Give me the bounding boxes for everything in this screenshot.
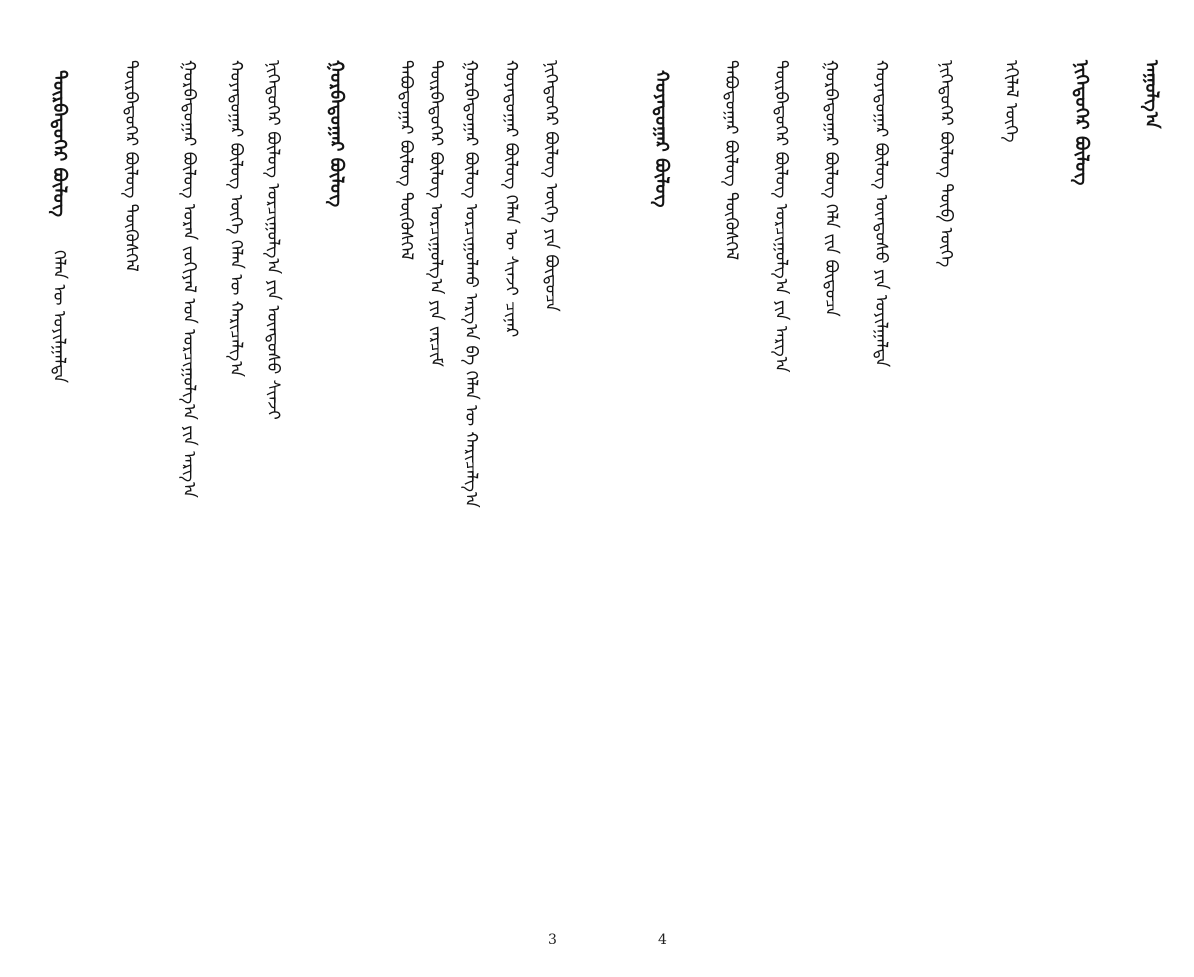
section-3-line-4: ᠳᠥᠷᠪᠡᠳᠦᠭᠡᠷ ᠪᠦᠯᠦᠭ ᠳᠦᠭᠦᠰᠬᠡᠯ	[121, 60, 141, 272]
page-number-left: 3	[548, 932, 557, 948]
section-1-line-6: ᠲᠠᠪᠤᠳᠤᠭᠠᠷ ᠪᠦᠯᠦᠭ ᠳᠦᠭᠦᠰᠬᠡᠯ	[721, 60, 741, 261]
section-2-heading: ᠬᠣᠶᠠᠳᠤᠭᠠᠷ ᠪᠦᠯᠦᠭ	[651, 70, 672, 208]
section-1-line-4: ᠭᠤᠷᠪᠠᠳᠤᠭᠠᠷ ᠪᠦᠯᠦᠭ ᠬᠡᠯᠡ ᠵᠢᠨ ᠪᠦᠲᠦᠴᠡ	[821, 60, 841, 317]
section-1-line-5: ᠳᠥᠷᠪᠡᠳᠦᠭᠡᠷ ᠪᠦᠯᠦᠭ ᠣᠷᠴᠢᠭᠤᠯᠭ᠎ᠠ ᠶᠢᠨ ᠠᠷᠭ᠎ᠠ	[771, 60, 791, 373]
section-3-heading: ᠭᠤᠷᠪᠠᠳᠤᠭᠠᠷ ᠪᠦᠯᠦᠭ	[326, 60, 347, 208]
section-2-line-1: ᠨᠢᠭᠡᠳᠦᠭᠡᠷ ᠪᠦᠯᠦᠭ ᠦᠭᠡ ᠶᠢᠨ ᠪᠦᠲᠦᠴᠡ	[541, 60, 561, 312]
page-number-right: 4	[658, 932, 667, 948]
section-2-line-5: ᠲᠠᠪᠤᠳᠤᠭᠠᠷ ᠪᠦᠯᠦᠭ ᠳᠦᠭᠦᠰᠬᠡᠯ	[396, 60, 416, 261]
section-1-line-1: ᠡᠬᠢᠯᠡᠯ ᠦᠭᠡ	[1001, 60, 1021, 143]
section-4-line-1: ᠬᠡᠯᠡᠨ ᠦ ᠣᠶᠢᠯᠭᠠᠯᠲᠠ	[49, 250, 69, 384]
section-2-line-2: ᠬᠣᠶᠠᠳᠤᠭᠠᠷ ᠪᠦᠯᠦᠭ ᠬᠡᠯᠡᠨ ᠦ ᠰᠢᠨᠵᠢ ᠴᠢᠨᠠᠷ	[501, 60, 521, 338]
section-2-line-3: ᠭᠤᠷᠪᠠᠳᠤᠭᠠᠷ ᠪᠦᠯᠦᠭ ᠣᠷᠴᠢᠭᠤᠯᠬᠤ ᠠᠷᠭ᠎ᠠ ᠪᠠ ᠬᠡᠯᠡᠨ ᠦ ᠬᠠᠷᠢᠴᠠᠯᠭ᠎ᠠ	[461, 60, 481, 508]
section-1-line-3: ᠬᠣᠶᠠᠳᠤᠭᠠᠷ ᠪᠦᠯᠦᠭ ᠦᠨᠳᠦᠰᠦ ᠶᠢᠨ ᠣᠶᠢᠯᠭᠠᠯᠲᠠ	[871, 60, 891, 368]
document-title: ᠠᠭᠤᠯᠭ᠎ᠠ	[1141, 60, 1162, 129]
section-4-heading: ᠳᠥᠷᠪᠡᠳᠦᠭᠡᠷ ᠪᠦᠯᠦᠭ	[49, 70, 70, 217]
section-2-line-4: ᠳᠥᠷᠪᠡᠳᠦᠭᠡᠷ ᠪᠦᠯᠦᠭ ᠣᠷᠴᠢᠭᠤᠯᠭ᠎ᠠ ᠶᠢᠨ ᠵᠠᠷᠴᠢᠮ	[426, 60, 446, 367]
section-1-heading: ᠨᠢᠭᠡᠳᠦᠭᠡᠷ ᠪᠦᠯᠦᠭ	[1071, 60, 1092, 186]
section-3-line-1: ᠨᠢᠭᠡᠳᠦᠭᠡᠷ ᠪᠦᠯᠦᠭ ᠣᠷᠴᠢᠭᠤᠯᠭ᠎ᠠ ᠶᠢᠨ ᠦᠨᠳᠦᠰᠦ ᠰᠢᠨᠵᠢ	[263, 60, 283, 420]
section-3-line-2: ᠬᠣᠶᠠᠳᠤᠭᠠᠷ ᠪᠦᠯᠦᠭ ᠦᠭᠡ ᠬᠡᠯᠡᠨ ᠦ ᠬᠠᠷᠢᠴᠠᠯᠭ᠎ᠠ	[226, 60, 246, 378]
section-3-line-3: ᠭᠤᠷᠪᠠᠳᠤᠭᠠᠷ ᠪᠦᠯᠦᠭ ᠤᠷᠠᠨ ᠵᠣᠬᠢᠶᠠᠯ ᠤᠨ ᠣᠷᠴᠢᠭᠤᠯᠭ᠎ᠠ ᠶᠢᠨ ᠠᠷᠭ᠎ᠠ	[179, 60, 199, 498]
section-1-line-2: ᠨᠢᠭᠡᠳᠦᠭᠡᠷ ᠪᠦᠯᠦᠭ ᠲᠥᠪ ᠦᠭᠡ	[936, 60, 956, 268]
